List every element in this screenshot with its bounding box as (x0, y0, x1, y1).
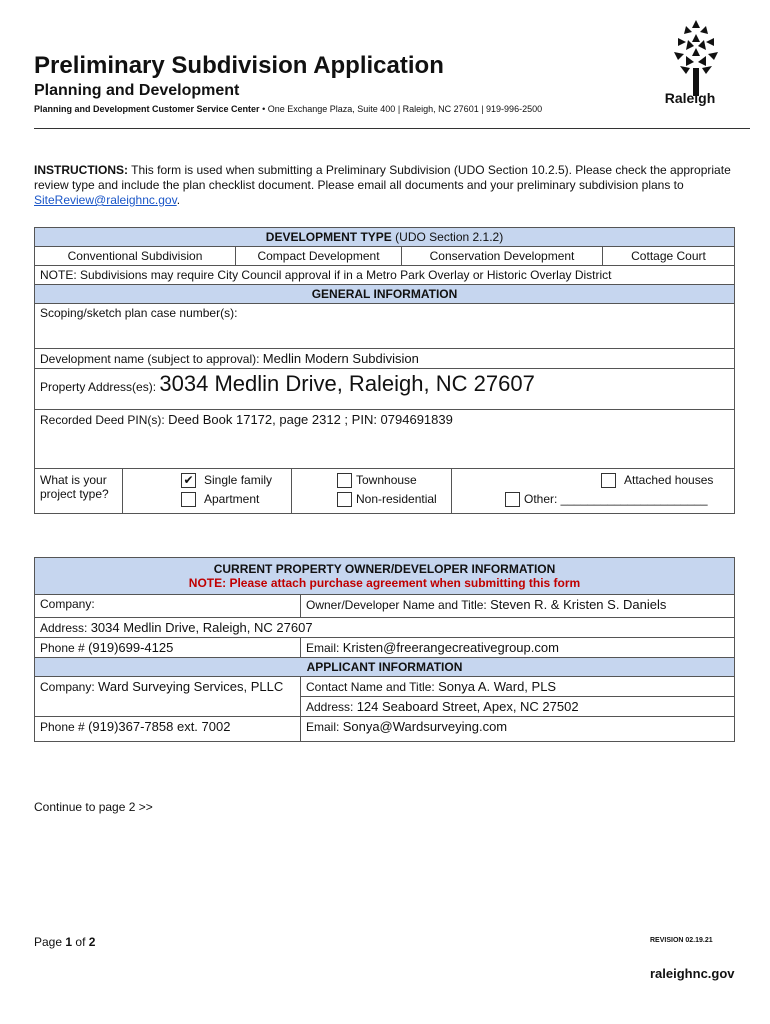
townhouse-option[interactable] (337, 473, 417, 488)
option-cottage-court[interactable]: Cottage Court (603, 247, 735, 266)
site-review-email-link[interactable]: SiteReview@raleighnc.gov (34, 193, 177, 207)
scoping-label: Scoping/sketch plan case number(s): (40, 306, 238, 320)
dev-type-header-ref: (UDO Section 2.1.2) (395, 230, 504, 244)
applicant-company-value: Ward Surveying Services, PLLC (98, 679, 284, 694)
dev-type-header-text: DEVELOPMENT TYPE (265, 230, 392, 244)
other-label: Other: ______________________ (524, 492, 708, 506)
page-total: 2 (88, 935, 96, 949)
other-option[interactable] (505, 492, 708, 507)
townhouse-label: Townhouse (356, 473, 417, 487)
applicant-address-label: Address: (306, 700, 354, 714)
applicant-company-label: Company: (40, 680, 95, 694)
page-of: of (75, 935, 86, 949)
logo-text: Raleigh (664, 90, 716, 106)
option-conventional[interactable]: Conventional Subdivision (35, 247, 236, 266)
applicant-contact-label: Contact Name and Title: (306, 680, 435, 694)
owner-name-label: Owner/Developer Name and Title: (306, 598, 487, 612)
project-type-row (35, 469, 735, 514)
service-center-line (34, 104, 542, 114)
scoping-field[interactable] (35, 304, 735, 349)
single-family-option[interactable] (181, 473, 272, 488)
project-type-col-1 (123, 469, 292, 513)
applicant-header: APPLICANT INFORMATION (35, 658, 735, 677)
apartment-option[interactable] (181, 492, 259, 507)
other-checkbox[interactable] (505, 492, 520, 507)
revision-label: REVISION 02.19.21 (650, 937, 713, 944)
applicant-contact-field[interactable] (301, 677, 735, 697)
owner-email-label: Email: (306, 641, 340, 655)
owner-header (35, 558, 735, 595)
dev-name-value: Medlin Modern Subdivision (262, 351, 419, 366)
general-info-header: GENERAL INFORMATION (35, 285, 735, 304)
page-number (34, 935, 95, 949)
attached-checkbox[interactable] (601, 473, 616, 488)
owner-phone-field[interactable] (35, 638, 301, 658)
page-title: Preliminary Subdivision Application (34, 52, 444, 79)
development-type-header (35, 228, 735, 247)
center-name: Planning and Development Customer Service Center (34, 104, 260, 114)
dev-name-field[interactable] (35, 349, 735, 369)
owner-email-field[interactable] (301, 638, 735, 658)
header-divider (34, 128, 750, 129)
owner-company-field[interactable] (35, 595, 301, 618)
owner-note: NOTE: Please attach purchase agreement when submitting this form (188, 576, 581, 590)
applicant-phone-field[interactable] (35, 717, 301, 742)
page-num: 1 (65, 935, 73, 949)
pin-value: Deed Book 17172, page 2312 ; PIN: 0794691839 (168, 412, 453, 427)
property-address-label: Property Address(es): (40, 380, 157, 394)
pin-label: Recorded Deed PIN(s): (40, 413, 165, 427)
instructions-text: This form is used when submitting a Preliminary Subdivision (UDO Section 10.2.5). Please check the appropriate review type and include the plan checklist document. Please email all documents and your preliminary subdivision plans to (34, 163, 731, 192)
pin-field[interactable] (35, 410, 735, 469)
attached-option[interactable] (601, 473, 713, 488)
non-residential-option[interactable] (337, 492, 437, 507)
applicant-email-label: Email: (306, 720, 340, 734)
property-address-value: 3034 Medlin Drive, Raleigh, NC 27607 (159, 371, 535, 396)
property-address-field[interactable] (35, 369, 735, 410)
applicant-email-value: Sonya@Wardsurveying.com (342, 719, 508, 734)
owner-phone-label: Phone # (40, 641, 85, 655)
applicant-phone-label: Phone # (40, 720, 85, 734)
option-conservation[interactable]: Conservation Development (402, 247, 603, 266)
non-residential-checkbox[interactable] (337, 492, 352, 507)
owner-name-field[interactable] (301, 595, 735, 618)
owner-email-value: Kristen@freerangecreativegroup.com (342, 640, 559, 655)
instructions-end: . (176, 193, 181, 207)
continue-link[interactable]: Continue to page 2 >> (34, 800, 153, 814)
applicant-address-field[interactable] (301, 697, 735, 717)
applicant-email-field[interactable] (301, 717, 735, 742)
applicant-address-value: 124 Seaboard Street, Apex, NC 27502 (356, 699, 579, 714)
option-compact[interactable]: Compact Development (236, 247, 402, 266)
owner-name-value: Steven R. & Kristen S. Daniels (490, 597, 667, 612)
apartment-label: Apartment (204, 492, 260, 506)
dev-name-label: Development name (subject to approval): (40, 352, 260, 366)
project-type-label: What is your project type? (35, 469, 123, 513)
instructions (34, 163, 738, 208)
owner-phone-value: (919)699-4125 (88, 640, 174, 655)
single-family-checkbox[interactable]: ✔ (181, 473, 196, 488)
page-subtitle: Planning and Development (34, 82, 240, 99)
applicant-company-field[interactable] (35, 677, 301, 717)
owner-address-value: 3034 Medlin Drive, Raleigh, NC 27607 (90, 620, 313, 635)
site-url[interactable]: raleighnc.gov (650, 966, 735, 981)
owner-applicant-table (34, 557, 735, 742)
owner-company-label: Company: (40, 597, 95, 611)
applicant-contact-value: Sonya A. Ward, PLS (438, 679, 557, 694)
non-residential-label: Non-residential (356, 492, 437, 506)
apartment-checkbox[interactable] (181, 492, 196, 507)
page-word: Page (34, 935, 63, 949)
townhouse-checkbox[interactable] (337, 473, 352, 488)
owner-header-text: CURRENT PROPERTY OWNER/DEVELOPER INFORMATION (213, 562, 556, 576)
owner-address-label: Address: (40, 621, 88, 635)
attached-label: Attached houses (624, 473, 714, 487)
instructions-label: INSTRUCTIONS: (34, 163, 128, 177)
owner-address-field[interactable] (35, 618, 735, 638)
applicant-phone-value: (919)367-7858 ext. 7002 (88, 719, 231, 734)
single-family-label: Single family (204, 473, 273, 487)
development-general-table (34, 227, 735, 514)
project-type-col-2 (291, 469, 452, 513)
subdivision-note: NOTE: Subdivisions may require City Council approval if in a Metro Park Overlay or Historic Overlay District (35, 266, 735, 285)
project-type-col-3 (451, 469, 736, 513)
center-address: • One Exchange Plaza, Suite 400 | Raleigh, NC 27601 | 919-996-2500 (262, 104, 543, 114)
